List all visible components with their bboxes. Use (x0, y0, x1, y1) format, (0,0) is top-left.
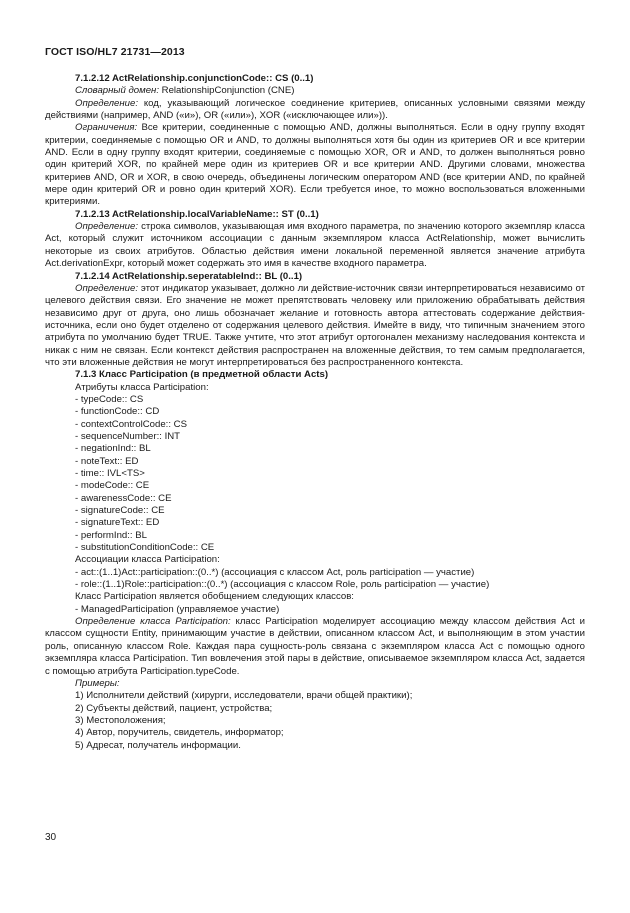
limitations-label: Ограничения: (75, 122, 138, 134)
domain-label: Словарный домен: (75, 85, 159, 97)
definition-paragraph (45, 283, 585, 369)
list-item: - functionCode:: CD (75, 406, 160, 418)
definition-text: класс Participation моделирует ассоциацию между классом действия Act и классом сущности Entity, принимающим участие в действии, описанном классом Act, и выполняющим в этом участии роль, описанную классом Role. Каждая пара сущность-роль связана с экземпляром класса Act с помощью одного экземпляра класса Participation. Тип вовлечения этой пары в действие, описываемое экземпляром класса Act, задается с помощью атрибута Participation.typeCode. (45, 616, 585, 677)
domain-paragraph (45, 85, 585, 97)
section-heading-7-1-2-13: 7.1.2.13 ActRelationship.localVariableName:: ST (0..1) (75, 208, 319, 220)
list-item: - modeCode:: CE (75, 480, 150, 492)
definition-text: строка символов, указывающая имя входного параметра, по значению которого экземпляр класса Act, который служит источником ассоциации с данным экземпляром класса ActRelationship, может вычислить некоторые из своих атрибутов. Областью действия имени локальной переменной является значение атрибута Act.derivationExpr, который может содержать это имя в качестве входного параметра. (45, 221, 585, 270)
list-item: - negationInd:: BL (75, 443, 151, 455)
definition-label: Определение: (75, 282, 138, 294)
page-number: 30 (45, 832, 57, 843)
limitations-paragraph (45, 122, 585, 208)
example-item: 3) Местоположения; (75, 714, 166, 726)
list-item: - typeCode:: CS (75, 393, 144, 405)
list-item: - performInd:: BL (75, 529, 147, 541)
list-item: - contextControlCode:: CS (75, 418, 187, 430)
associations-title: Ассоциации класса Participation: (75, 554, 220, 566)
class-definition-paragraph (45, 616, 585, 678)
definition-text: код, указывающий логическое соединение критериев, описанных условными связями между действиями (например, AND («и»), OR («или»), XOR («исключающее или»)). (45, 97, 585, 122)
list-item: - act::(1..1)Act::participation::(0..*) (ассоциация с классом Act, роль participation — участие) (75, 566, 475, 578)
list-item: - noteText:: ED (75, 455, 139, 467)
list-item: - awarenessCode:: CE (75, 492, 172, 504)
list-item: - substitutionConditionCode:: CE (75, 542, 215, 554)
page-content (45, 73, 585, 752)
domain-value: RelationshipConjunction (CNE) (158, 85, 295, 97)
definition-paragraph (45, 98, 585, 123)
attributes-list (45, 394, 585, 554)
example-item: 2) Субъекты действий, пациент, устройства; (75, 702, 273, 714)
list-item: - ManagedParticipation (управляемое участие) (75, 603, 280, 615)
definition-paragraph (45, 221, 585, 270)
definition-label: Определение класса Participation: (75, 616, 231, 628)
definition-text: этот индикатор указывает, должно ли действие-источник связи интерпретироваться независимо от целевого действия связи. Его значение не может препятствовать человеку или приложению обрабатывать действия независимо друг от друга, оно лишь обозначает желание и готовность автора аттестовать содержание действия-источника, если оно будет отделено от содержания целевого действия. Имейте в виду, что типичным значением этого атрибута по умолчанию будет TRUE. Также учтите, что этот атрибут ортогонален механизму наследования контекста и никак с ним не связан. Если контекст действия распространен на вложенные действия, то тем самым предполагается, что эти вложенные действия не могут интерпретироваться без распространенного контекста. (45, 282, 585, 368)
definition-label: Определение: (75, 97, 138, 109)
section-heading-7-1-2-12: 7.1.2.12 ActRelationship.conjunctionCode:: CS (0..1) (75, 73, 314, 84)
attributes-title: Атрибуты класса Participation: (75, 381, 209, 393)
standard-header: ГОСТ ISO/HL7 21731—2013 (45, 46, 185, 58)
section-heading-7-1-3: 7.1.3 Класс Participation (в предметной области Acts) (75, 369, 329, 381)
limitations-text: Все критерии, соединенные с помощью AND, должны выполняться. Если в одну группу входят критерии, соединяемые с помощью OR и AND, то должны выполняться хотя бы один из критериев OR и все критерии AND. Если в одну группу входят критерии, соединяемые с помощью XOR, OR и AND, то должен выполняться ровно один критерий XOR, по крайней мере один из критериев OR и все критерии AND. Другими словами, множества критериев AND, OR и XOR, в свою очередь, объединены логическим оператором AND (все критерии AND, по крайней мере один критерий OR и ровно один критерий XOR). Если требуется иное, то можно воспользоваться вложенными критериями. (45, 122, 585, 208)
definition-label: Определение: (75, 221, 138, 233)
list-item: - sequenceNumber:: INT (75, 430, 181, 442)
example-item: 4) Автор, поручитель, свидетель, информатор; (75, 727, 284, 739)
example-item: 1) Исполнители действий (хирурги, исследователи, врачи общей практики); (75, 690, 413, 702)
section-heading-7-1-2-14: 7.1.2.14 ActRelationship.seperatableInd:: BL (0..1) (75, 270, 303, 282)
generalization-title: Класс Participation является обобщением следующих классов: (75, 591, 354, 603)
examples-label: Примеры: (75, 677, 120, 689)
list-item: - signatureCode:: CE (75, 505, 165, 517)
list-item: - role::(1..1)Role::participation::(0..*) (ассоциация с классом Role, роль participation — участие) (75, 579, 490, 591)
list-item: - signatureText:: ED (75, 517, 160, 529)
list-item: - time:: IVL<TS> (75, 468, 145, 479)
example-item: 5) Адресат, получатель информации. (75, 739, 241, 751)
